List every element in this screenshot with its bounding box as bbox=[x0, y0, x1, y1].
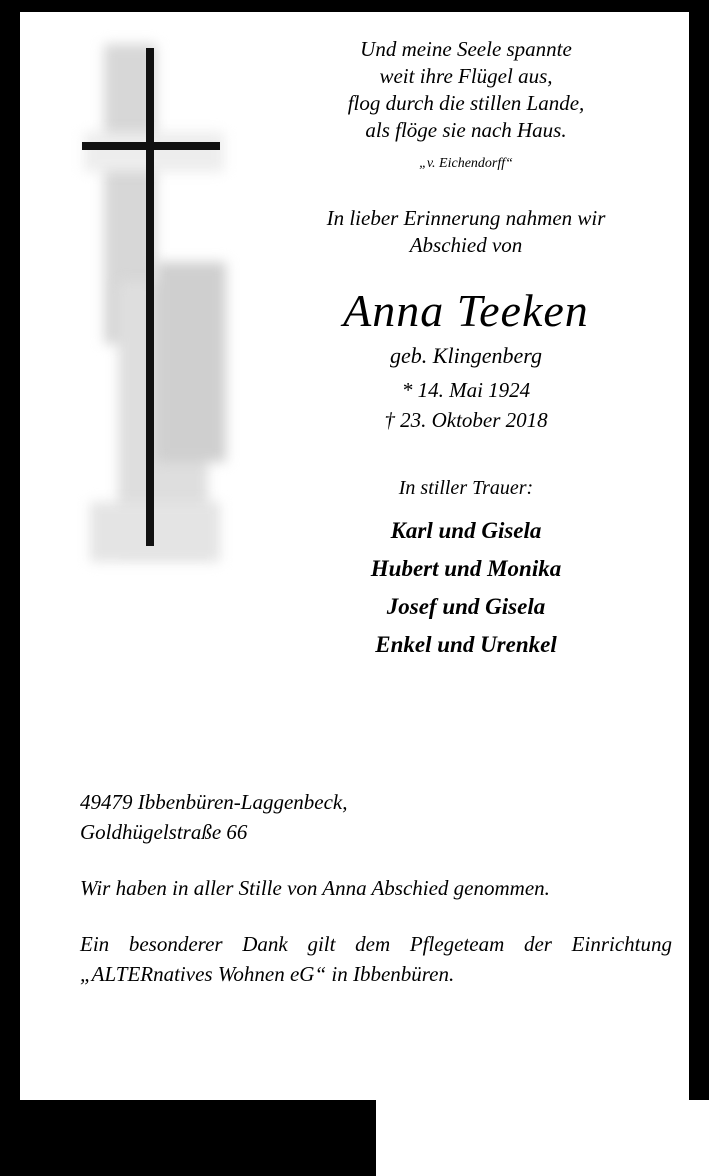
address-line: 49479 Ibbenbüren-Laggenbeck, bbox=[80, 790, 348, 814]
cross-watercolor-smudge bbox=[156, 262, 226, 462]
cross-vertical-bar bbox=[146, 48, 154, 546]
obituary-card bbox=[20, 12, 689, 1100]
obituary-text-column bbox=[256, 36, 676, 664]
bottom-white-block bbox=[376, 1100, 709, 1176]
poem-line: weit ihre Flügel aus, bbox=[379, 64, 553, 88]
farewell-note: Wir haben in aller Stille von Anna Abschied genommen. bbox=[80, 876, 550, 900]
cross-watercolor-smudge bbox=[90, 502, 220, 562]
poem-line: Und meine Seele spannte bbox=[360, 37, 572, 61]
poem-author: „v. Eichendorff“ bbox=[419, 156, 513, 171]
mourner-name: Josef und Gisela bbox=[386, 594, 546, 619]
deceased-maiden-name: geb. Klingenberg bbox=[390, 343, 542, 368]
deceased-dates bbox=[256, 375, 676, 435]
poem bbox=[256, 36, 676, 177]
thanks-note: Ein besonderer Dank gilt dem Pflegeteam der Einrichtung „ALTERnatives Wohnen eG“ in Ibbenbüren. bbox=[80, 932, 672, 986]
memory-intro bbox=[256, 205, 676, 259]
mourner-name: Karl und Gisela bbox=[390, 518, 542, 543]
obituary-footer bbox=[80, 787, 672, 989]
deceased-name: Anna Teeken bbox=[343, 285, 589, 336]
cross-icon bbox=[60, 32, 250, 572]
memory-intro-line: Abschied von bbox=[409, 233, 523, 257]
poem-line: flog durch die stillen Lande, bbox=[347, 91, 585, 115]
poem-line: als flöge sie nach Haus. bbox=[365, 118, 567, 142]
mourner-list bbox=[256, 512, 676, 664]
mourner-name: Enkel und Urenkel bbox=[375, 632, 557, 657]
address-line: Goldhügelstraße 66 bbox=[80, 820, 248, 844]
mourner-name: Hubert und Monika bbox=[370, 556, 562, 581]
mourning-label: In stiller Trauer: bbox=[398, 477, 534, 499]
birth-date: * 14. Mai 1924 bbox=[401, 378, 531, 402]
cross-watercolor-smudge bbox=[84, 132, 224, 172]
death-date: † 23. Oktober 2018 bbox=[384, 408, 548, 432]
memory-intro-line: In lieber Erinnerung nahmen wir bbox=[326, 206, 606, 230]
address-block bbox=[80, 787, 672, 847]
cross-horizontal-bar bbox=[82, 142, 220, 150]
spacer bbox=[80, 847, 672, 873]
spacer bbox=[80, 903, 672, 929]
